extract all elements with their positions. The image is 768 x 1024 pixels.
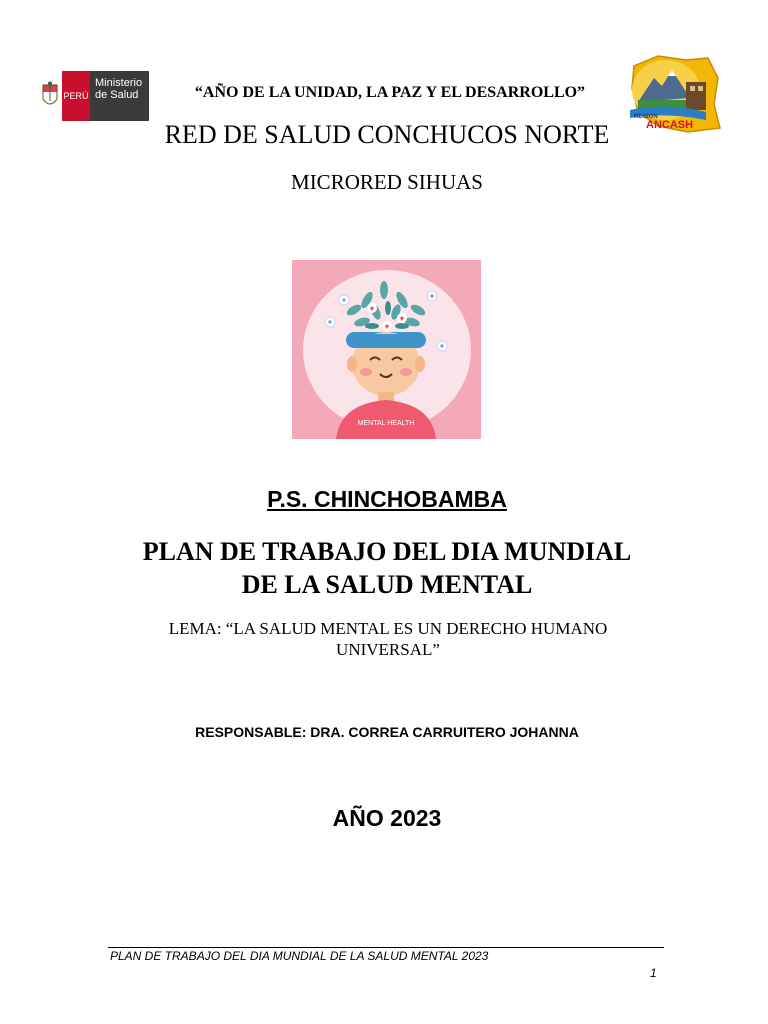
- footer-text: PLAN DE TRABAJO DEL DIA MUNDIAL DE LA SALUD MENTAL 2023: [110, 949, 489, 963]
- minsa-logo-line2: de Salud: [95, 89, 139, 101]
- plan-title-line2: DE LA SALUD MENTAL: [241, 570, 533, 599]
- micronetwork-title: MICRORED SIHUAS: [291, 170, 483, 194]
- region-logo-line2: ANCASH: [646, 119, 694, 131]
- facility-title: P.S. CHINCHOBAMBA: [267, 486, 507, 512]
- coat-of-arms-icon: [38, 71, 62, 121]
- region-logo-line1: REGION: [634, 114, 658, 120]
- health-network-title: RED DE SALUD CONCHUCOS NORTE: [164, 120, 610, 149]
- page-number: 1: [650, 966, 657, 980]
- plan-title-line1: PLAN DE TRABAJO DEL DIA MUNDIAL: [142, 537, 632, 566]
- lema-text: LEMA: “LA SALUD MENTAL ES UN DERECHO HUMANO UNIVERSAL”: [168, 619, 608, 659]
- mental-health-illustration: [292, 260, 481, 439]
- illustration-caption: MENTAL HEALTH: [357, 420, 415, 427]
- responsable-text: RESPONSABLE: DRA. CORREA CARRUITERO JOHANNA: [195, 724, 579, 740]
- plan-title: [84, 535, 690, 601]
- minsa-logo-country: PERÚ: [62, 71, 90, 121]
- footer-divider: [108, 947, 664, 948]
- region-ancash-logo: [628, 52, 722, 134]
- minsa-logo-line1: Ministerio: [95, 77, 143, 89]
- year-title: AÑO 2023: [332, 805, 442, 831]
- year-motto: “AÑO DE LA UNIDAD, LA PAZ Y EL DESARROLLO”: [194, 84, 586, 101]
